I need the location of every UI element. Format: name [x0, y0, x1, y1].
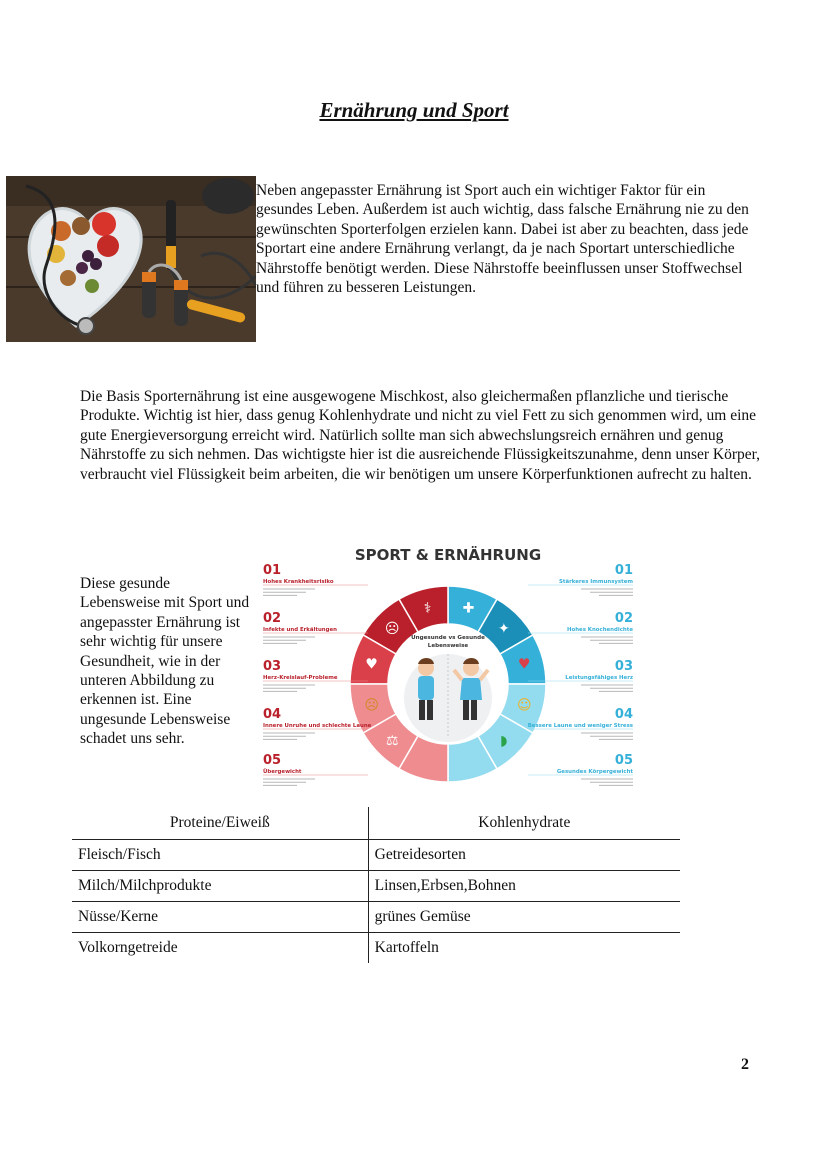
- nutrient-table: [72, 807, 680, 963]
- right-item-number: 02: [614, 611, 633, 626]
- right-item-number: 05: [614, 753, 633, 768]
- table-cell: Kartoffeln: [368, 933, 680, 964]
- page-number: 2: [741, 1056, 749, 1073]
- table-cell: Milch/Milchprodukte: [72, 871, 368, 902]
- left-item-number: 03: [263, 659, 282, 674]
- left-item-label: Infekte und Erkältungen: [263, 627, 337, 633]
- right-item-number: 01: [614, 563, 633, 578]
- right-item-label: Bessere Laune und weniger Stress: [527, 723, 633, 729]
- infographic-svg: [258, 538, 638, 800]
- scale-icon: ⚖: [385, 732, 399, 749]
- page-title: Ernährung und Sport: [319, 98, 509, 122]
- table-cell: grünes Gemüse: [368, 902, 680, 933]
- sick-face-icon: ☹: [384, 621, 400, 638]
- right-item-label: Stärkeres Immunsystem: [559, 579, 633, 585]
- right-item-number: 04: [614, 707, 633, 722]
- table-header-carbs: Kohlenhydrate: [368, 807, 680, 840]
- left-item-label: Innere Unruhe und schlechte Laune: [263, 723, 372, 729]
- broken-heart-icon: ♥: [365, 656, 378, 673]
- left-item-number: 04: [263, 707, 282, 722]
- infographic-title: SPORT & ERNÄHRUNG: [354, 546, 542, 564]
- sad-face-icon: ☹: [364, 697, 379, 714]
- pill-icon: ⚕: [423, 600, 432, 617]
- right-item-label: Gesundes Körpergewicht: [556, 769, 633, 775]
- right-item-label: Leistungsfähiges Herz: [565, 675, 633, 681]
- table-row: [72, 933, 680, 964]
- table-row: [72, 840, 680, 871]
- intro-paragraph: Neben angepasster Ernährung ist Sport auch ein wichtiger Faktor für ein gesundes Leben. Außerdem ist auch wichtig, dass falsche Ernährung nie zu den gewünschten Sporterfolgen erzielen kann. Dabei ist aber zu beachten, dass jede Sportart eine andere Ernährung verlangt, da je nach Sportart unterschiedliche Nährstoffe benötigt werden. Diese Nährstoffe beeinflussen unser Stoffwechsel und führen zu besseren Leistungen.: [256, 182, 749, 297]
- photo-illustration: [6, 176, 256, 342]
- table-row: [72, 902, 680, 933]
- left-item-number: 05: [263, 753, 282, 768]
- left-item-number: 02: [263, 611, 282, 626]
- table-header-protein: Proteine/Eiweiß: [72, 807, 368, 840]
- shield-cross-icon: ✚: [462, 600, 475, 617]
- left-item-label: Übergewicht: [263, 769, 302, 775]
- sport-nutrition-infographic: [258, 538, 638, 800]
- table-cell: Volkorngetreide: [78, 939, 178, 956]
- center-caption-line1: Ungesunde vs Gesunde: [411, 635, 485, 641]
- right-item-label: Hohes Knochendichte: [566, 627, 633, 633]
- left-item-label: Hohes Krankheitsrisiko: [263, 579, 334, 585]
- left-item-number: 01: [263, 563, 282, 578]
- bone-icon: ✦: [497, 621, 510, 638]
- side-paragraph: Diese gesunde Lebensweise mit Sport und angepasster Ernährung ist sehr wichtig für unsere Gesundheit, wie in der unteren Abbildung zu erkennen ist. Eine ungesunde Lebensweise schadet uns sehr.: [80, 575, 250, 748]
- happy-face-icon: ☺: [517, 697, 532, 714]
- basis-paragraph: Die Basis Sporternährung ist eine ausgewogene Mischkost, also gleichermaßen pflanzliche und tierische Produkte. Wichtig ist hier, dass genug Kohlenhydrate und nicht zu viel Fett zu sich genommen wird, um eine gute Energieversorgung erreicht wird. Natürlich sollte man sich abwechslungsreich ernähren und genug Nährstoffe zu sich nehmen. Das wichtigste hier ist die ausreichende Flüssigkeitszunahme, denn unser Körper, verbraucht viel Flüssigkeit beim arbeiten, die wir benötigen um unsere Körperfunktionen aufrecht zu halten.: [80, 388, 761, 483]
- table-cell: Fleisch/Fisch: [72, 840, 368, 871]
- right-item-number: 03: [614, 659, 633, 674]
- table-row: [72, 871, 680, 902]
- table-cell: Linsen,Erbsen,Bohnen: [368, 871, 680, 902]
- center-caption-line2: Lebensweise: [427, 643, 469, 649]
- table-header-row: [72, 807, 680, 840]
- fitness-food-photo: [6, 176, 256, 342]
- heart-pulse-icon: ♥: [518, 656, 531, 673]
- left-item-label: Herz-Kreislauf-Probleme: [263, 675, 338, 681]
- table-cell: Getreidesorten: [368, 840, 680, 871]
- table-cell: Nüsse/Kerne: [72, 902, 368, 933]
- watermelon-icon: ◗: [500, 732, 508, 749]
